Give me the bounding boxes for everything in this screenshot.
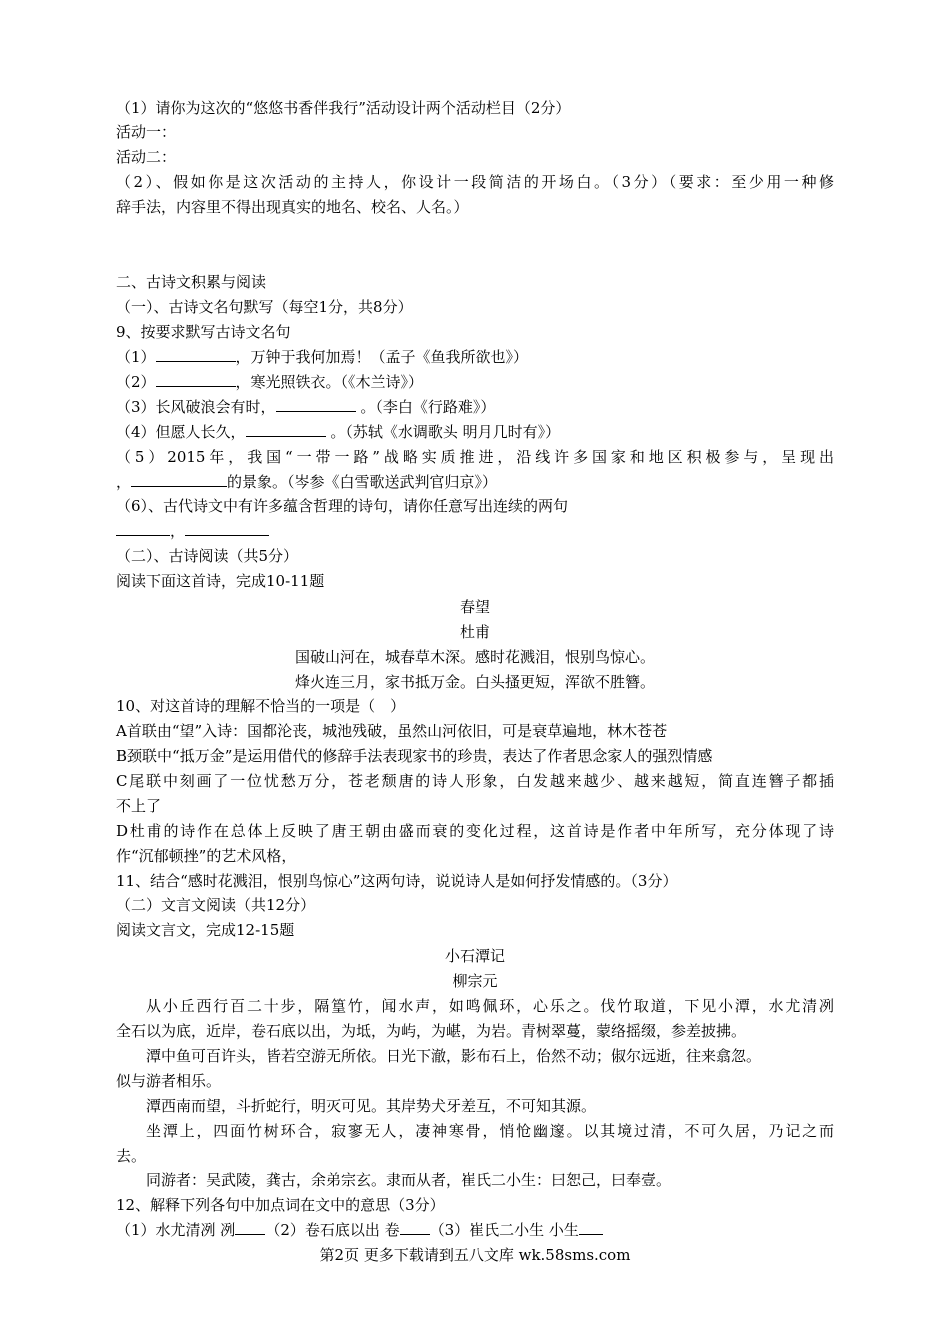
- question-12-items: （1）水尤清冽 冽 （2）卷石底以出 卷 （3）崔氏二小生 小生: [116, 1218, 603, 1242]
- prose-para-4-line-1: 坐潭上，四面竹树环合，寂寥无人，凄神寒骨，悄怆幽邃。以其境过清，不可久居，乃记之而: [146, 1122, 834, 1140]
- answer-blank[interactable]: [131, 471, 227, 487]
- dictation-subtitle: （一）、古诗文名句默写（每空1分，共8分）: [116, 298, 413, 316]
- option-c-line-1: C尾联中刻画了一位忧愁万分，苍老颓唐的诗人形象，白发越来越少、越来越短，简直连簪子都插: [116, 772, 834, 790]
- question-10: 10、对这首诗的理解不恰当的一项是（ ）: [116, 697, 406, 715]
- prose-reading-intro: 阅读文言文，完成12-15题: [116, 921, 295, 939]
- poem-reading-intro: 阅读下面这首诗，完成10-11题: [116, 572, 325, 590]
- option-d-line-1: D杜甫的诗作在总体上反映了唐王朝由盛而衰的变化过程，这首诗是作者中年所写，充分体现了诗: [116, 822, 834, 840]
- answer-blank[interactable]: [156, 346, 236, 362]
- prose-para-5: 同游者：吴武陵，龚古，余弟宗玄。隶而从者，崔氏二小生：曰恕己，曰奉壹。: [146, 1171, 672, 1189]
- answer-blank[interactable]: [116, 520, 140, 536]
- answer-blank[interactable]: [579, 1219, 603, 1235]
- question-2-line-1: （2）、假如你是这次活动的主持人，你设计一段简洁的开场白。（3分）（要求：至少用一种修: [116, 173, 834, 191]
- answer-blank[interactable]: [276, 396, 356, 412]
- dictation-item-3: （3）长风破浪会有时， 。（李白《行路难》）: [116, 398, 496, 416]
- answer-blank[interactable]: [400, 1219, 430, 1235]
- question-2-line-2: 辞手法，内容里不得出现真实的地名、校名、人名。）: [116, 198, 469, 216]
- prose-para-2-line-1: 潭中鱼可百许头，皆若空游无所依。日光下澈，影布石上，佁然不动；俶尔远逝，往来翕忽。: [146, 1047, 762, 1065]
- poem-title: 春望: [459, 598, 490, 616]
- dictation-item-6: （6）、古代诗文中有许多蕴含哲理的诗句，请你任意写出连续的两句: [116, 497, 569, 515]
- prose-title: 小石潭记: [444, 947, 505, 965]
- prose-reading-subtitle: （二）文言文阅读（共12分）: [116, 896, 316, 914]
- dictation-item-5-line-2: ， 的景象。（岑参《白雪歌送武判官归京》）: [116, 473, 498, 491]
- dictation-item-1: （1） ，万钟于我何加焉！（孟子《鱼我所欲也》）: [116, 348, 529, 366]
- page-footer: 第2页 更多下载请到五八文库 wk.58sms.com: [319, 1246, 631, 1264]
- poem-line-1: 国破山河在，城春草木深。感时花溅泪，恨别鸟惊心。: [294, 648, 655, 666]
- prose-para-4-line-2: 去。: [116, 1147, 147, 1165]
- poem-author: 杜甫: [459, 623, 490, 641]
- activity-one-label: 活动一：: [116, 123, 177, 141]
- question-11: 11、结合“感时花溅泪，恨别鸟惊心”这两句诗，说说诗人是如何抒发情感的。（3分）: [116, 872, 678, 890]
- dictation-item-2: （2） ，寒光照铁衣。（《木兰诗》）: [116, 373, 424, 391]
- question-9: 9、按要求默写古诗文名句: [116, 323, 291, 341]
- poem-reading-subtitle: （二）、古诗阅读（共5分）: [116, 547, 299, 565]
- prose-author: 柳宗元: [452, 972, 498, 990]
- answer-blank[interactable]: [156, 371, 236, 387]
- answer-blank[interactable]: [185, 520, 269, 536]
- answer-blank[interactable]: [235, 1219, 265, 1235]
- dictation-item-5-line-1: （5）2015年，我国“一带一路”战略实质推进，沿线许多国家和地区积极参与，呈现出: [116, 448, 834, 466]
- question-12: 12、解释下列各句中加点词在文中的意思（3分）: [116, 1196, 445, 1214]
- poem-line-2: 烽火连三月，家书抵万金。白头搔更短，浑欲不胜簪。: [294, 673, 655, 691]
- option-b: B颈联中“抵万金”是运用借代的修辞手法表现家书的珍贵，表达了作者思念家人的强烈情感: [116, 747, 713, 765]
- prose-para-1-line-2: 全石以为底，近岸，卷石底以出，为坻，为屿，为嵁，为岩。青树翠蔓，蒙络摇缀，参差披拂。: [116, 1022, 747, 1040]
- dictation-item-6-blanks: ，: [116, 519, 269, 543]
- answer-blank[interactable]: [140, 520, 170, 536]
- dictation-item-4: （4）但愿人长久， 。（苏轼《水调歌头 明月几时有》）: [116, 423, 561, 441]
- question-1: （1）请你为这次的“悠悠书香伴我行”活动设计两个活动栏目（2分）: [116, 99, 571, 117]
- option-c-line-2: 不上了: [116, 797, 162, 815]
- prose-para-1-line-1: 从小丘西行百二十步，隔篁竹，闻水声，如鸣佩环，心乐之。伐竹取道，下见小潭，水尤清冽: [146, 997, 834, 1015]
- prose-para-3: 潭西南而望，斗折蛇行，明灭可见。其岸势犬牙差互，不可知其源。: [146, 1097, 597, 1115]
- option-a: A首联由“望”入诗：国都沦丧，城池残破，虽然山河依旧，可是衰草遍地，林木苍苍: [116, 722, 668, 740]
- activity-two-label: 活动二：: [116, 148, 177, 166]
- prose-para-2-line-2: 似与游者相乐。: [116, 1072, 222, 1090]
- answer-blank[interactable]: [246, 421, 326, 437]
- section-2-title: 二、古诗文积累与阅读: [116, 273, 267, 291]
- option-d-line-2: 作“沉郁顿挫”的艺术风格，: [116, 847, 297, 865]
